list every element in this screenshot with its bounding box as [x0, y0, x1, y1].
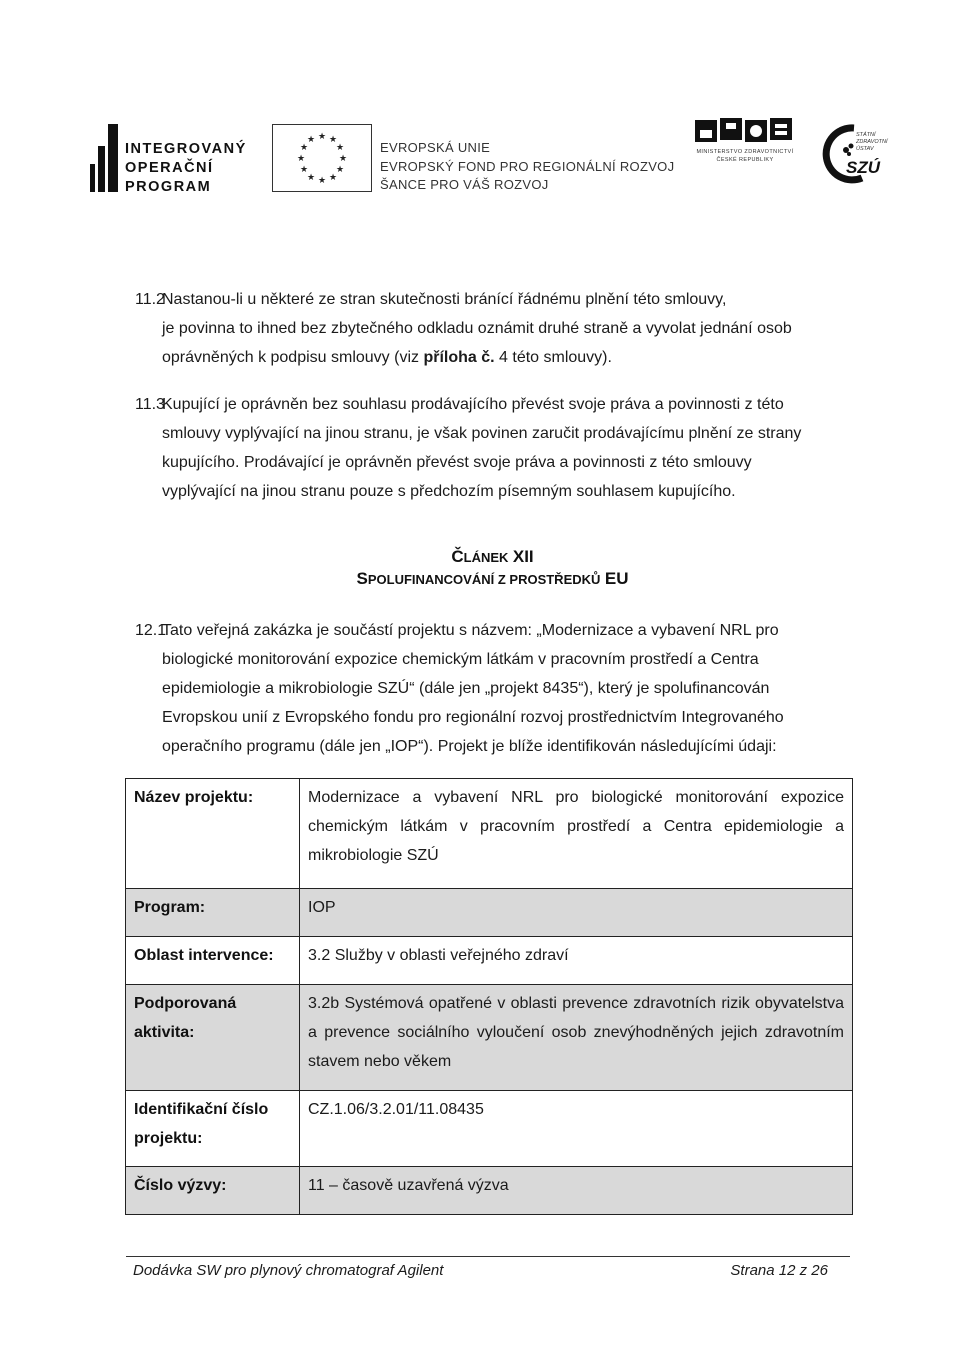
article-title-rest: LÁNEK: [463, 550, 509, 565]
eu-line-3: ŠANCE PRO VÁŠ ROZVOJ: [380, 177, 549, 192]
paragraph-number: 12.1: [135, 622, 167, 639]
paragraph-line: Nastanou-li u některé ze stran skutečnosti bránící řádnému plnění této smlouvy,: [162, 291, 727, 308]
table-value: 3.2 Služby v oblasti veřejného zdraví: [300, 937, 853, 985]
iop-logo-bars-icon: [90, 122, 126, 192]
paragraph-line-tail: 4 této smlouvy).: [494, 349, 612, 366]
table-label: Číslo výzvy:: [126, 1167, 300, 1215]
footer-page-number: Strana 12 z 26: [730, 1262, 828, 1279]
paragraph-line: operačního programu (dále jen „IOP“). Projekt je blíže identifikován následujícími údaji:: [162, 738, 777, 755]
project-info-table: [125, 778, 853, 1215]
ministry-line-2: ČESKÉ REPUBLIKY: [716, 157, 774, 163]
szu-line-2: ZDRAVOTNÍ: [856, 139, 888, 145]
article-subtitle-eu: EU: [604, 569, 629, 588]
szu-small-text: [856, 132, 887, 153]
table-label: Oblast intervence:: [126, 937, 300, 985]
svg-text:★: ★: [296, 154, 306, 164]
eu-line-2: EVROPSKÝ FOND PRO REGIONÁLNÍ ROZVOJ: [380, 158, 675, 174]
table-value: Modernizace a vybavení NRL pro biologické monitorování expozice chemickým látkám v pracovním prostředí a Centra epidemiologie a mikrobiologie SZÚ: [300, 779, 853, 889]
szu-logo-icon: [822, 120, 892, 190]
svg-text:★: ★: [299, 165, 309, 175]
ministry-logo-text: [685, 148, 805, 164]
table-value: 3.2b Systémová opatřené v oblasti prevence zdravotních rizik obyvatelstva a prevence sociálního vyloučení osob znevýhodněných jejich zdravotním stavem nebo věkem: [300, 985, 853, 1091]
eu-flag-icon: [272, 124, 372, 192]
paragraph-line: biologické monitorování expozice chemickým látkám v pracovním prostředí a Centra: [162, 651, 759, 668]
table-label: Program:: [126, 889, 300, 937]
iop-logo-text: [125, 140, 247, 197]
szu-line-3: ÚSTAV: [856, 146, 874, 152]
table-row: [126, 1167, 853, 1215]
svg-text:★: ★: [338, 154, 348, 164]
table-value: IOP: [300, 889, 853, 937]
paragraph-line: smlouvy vyplývající na jinou stranu, je však povinen zaručit prodávajícímu plnění ze strany: [162, 425, 802, 442]
eu-line-1: EVROPSKÁ UNIE: [380, 140, 491, 155]
paragraph-line-last: [162, 343, 848, 372]
paragraph-line: epidemiologie a mikrobiologie SZÚ“ (dále jen „projekt 8435“), který je spolufinancován: [162, 680, 770, 697]
table-row: [126, 779, 853, 889]
paragraph-number: 11.3: [135, 396, 165, 413]
svg-text:★: ★: [299, 143, 309, 153]
svg-text:★: ★: [328, 135, 338, 145]
ministry-line-1: MINISTERSTVO ZDRAVOTNICTVÍ: [696, 149, 794, 155]
article-number: XII: [512, 547, 534, 566]
table-row: [126, 937, 853, 985]
szu-abbrev: SZÚ: [846, 158, 880, 177]
iop-line-2: OPERAČNÍ: [125, 160, 214, 176]
paragraph-line: kupujícího. Prodávající je oprávněn převést svoje práva a povinnosti z této smlouvy: [162, 454, 752, 471]
svg-text:★: ★: [306, 173, 316, 183]
article-title: [135, 546, 850, 569]
paragraph-line: vyplývající na jinou stranu pouze s předchozím písemným souhlasem kupujícího.: [162, 483, 736, 500]
svg-text:★: ★: [317, 176, 327, 186]
paragraph-number: 11.2: [135, 291, 165, 308]
paragraph-line-text: oprávněných k podpisu smlouvy (viz: [162, 349, 424, 366]
table-row: [126, 889, 853, 937]
footer-divider: [126, 1256, 850, 1257]
paragraph-line: je povinna to ihned bez zbytečného odkladu oznámit druhé straně a vyvolat jednání osob: [162, 320, 792, 337]
paragraph-line: Evropskou unií z Evropského fondu pro regionální rozvoj prostřednictvím Integrovaného: [162, 709, 784, 726]
table-row: [126, 985, 853, 1091]
table-row: [126, 1091, 853, 1167]
iop-line-1: INTEGROVANÝ: [125, 141, 247, 157]
paragraph-line: Tato veřejná zakázka je součástí projektu s názvem: „Modernizace a vybavení NRL pro: [162, 622, 779, 639]
table-value: 11 – časově uzavřená výzva: [300, 1167, 853, 1215]
article-subtitle-initial: S: [356, 569, 368, 588]
article-subtitle: [135, 568, 850, 591]
table-label: Název projektu:: [126, 779, 300, 889]
svg-text:★: ★: [317, 132, 327, 142]
article-title-initial: Č: [451, 547, 464, 566]
svg-text:★: ★: [335, 143, 345, 153]
table-value: CZ.1.06/3.2.01/11.08435: [300, 1091, 853, 1167]
svg-text:★: ★: [328, 173, 338, 183]
table-label: Identifikační číslo projektu:: [126, 1091, 300, 1167]
attachment-ref: příloha č.: [423, 349, 495, 366]
svg-text:★: ★: [306, 135, 316, 145]
ministry-logo-icon: [695, 118, 795, 151]
eu-logo-text: [380, 139, 674, 195]
paragraph-line: Kupující je oprávněn bez souhlasu prodávajícího převést svoje práva a povinnosti z této: [162, 396, 784, 413]
iop-line-3: PROGRAM: [125, 179, 212, 195]
szu-line-1: STÁTNÍ: [856, 132, 876, 138]
svg-text:★: ★: [335, 165, 345, 175]
table-label: Podporovaná aktivita:: [126, 985, 300, 1091]
article-subtitle-rest: POLUFINANCOVÁNÍ Z PROSTŘEDKŮ: [367, 572, 601, 587]
footer-document-title: Dodávka SW pro plynový chromatograf Agilent: [133, 1262, 444, 1279]
